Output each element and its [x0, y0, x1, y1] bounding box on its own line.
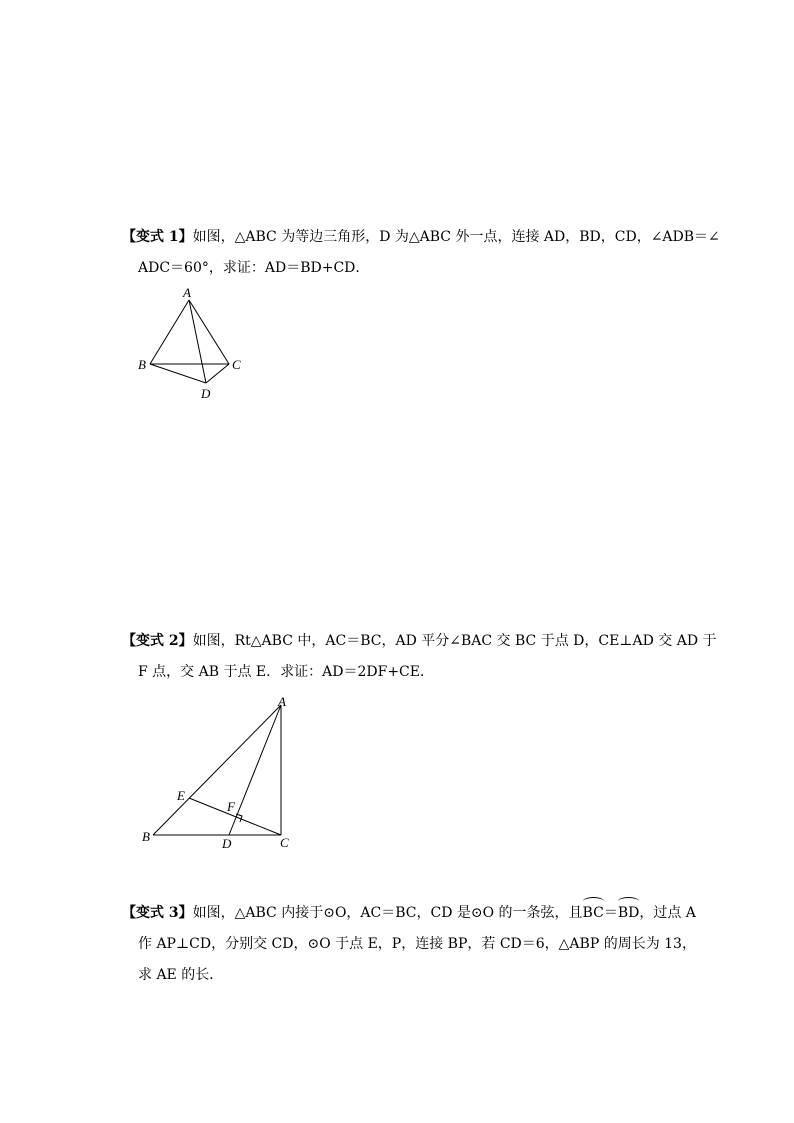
segment-ad — [189, 300, 206, 383]
problem-2 — [122, 626, 717, 688]
problem-3-text-1b: ，过点 A — [639, 905, 696, 921]
label-c: C — [232, 357, 241, 372]
problem-3-tag: 【变式 3】 — [122, 905, 193, 921]
problem-3-line-3: 求 AE 的长． — [138, 967, 224, 983]
label-f: F — [227, 799, 235, 814]
segment-bd — [150, 364, 206, 383]
segment-ab — [150, 300, 189, 364]
label-a: A — [278, 694, 286, 709]
segment-ac — [189, 300, 229, 364]
label-b: B — [138, 357, 146, 372]
label-c: C — [280, 835, 289, 850]
problem-3 — [122, 896, 696, 991]
figure-1 — [130, 285, 260, 405]
segment-ce — [189, 798, 281, 835]
problem-3-line-2: 作 AP⊥CD，分别交 CD，⊙O 于点 E，P，连接 BP，若 CD＝6，△ABP 的周长为 13， — [138, 936, 696, 952]
problem-2-line-2: F 点，交 AB 于点 E．求证：AD＝2DF+CE． — [138, 664, 434, 680]
problem-1-text-1: 如图，△ABC 为等边三角形，D 为△ABC 外一点，连接 AD，BD，CD，∠ADB＝∠ — [192, 229, 720, 245]
problem-1-line-2: ADC＝60°，求证：AD＝BD+CD． — [138, 260, 370, 276]
problem-2-text-1: 如图，Rt△ABC 中，AC＝BC，AD 平分∠BAC 交 BC 于点 D，CE⊥AD 交 AD 于 — [192, 633, 717, 649]
problem-1 — [122, 222, 720, 284]
label-a: A — [183, 285, 191, 300]
label-d: D — [201, 386, 211, 401]
segment-cd — [206, 364, 229, 383]
arc-bd: BD — [618, 896, 640, 929]
figure-2 — [130, 692, 310, 862]
label-b: B — [142, 829, 150, 844]
label-e: E — [177, 788, 185, 803]
segment-ad — [229, 705, 281, 835]
problem-3-text-1a: 如图，△ABC 内接于⊙O，AC＝BC，CD 是⊙O 的一条弦，且 — [192, 905, 583, 921]
problem-1-line-1 — [122, 222, 720, 253]
segment-ab — [153, 705, 281, 835]
problem-3-line-1 — [122, 896, 696, 929]
problem-1-tag: 【变式 1】 — [122, 229, 193, 245]
problem-2-tag: 【变式 2】 — [122, 633, 193, 649]
arc-bc: BC — [583, 896, 604, 929]
label-d: D — [222, 836, 232, 851]
problem-3-eq: ＝ — [603, 905, 618, 921]
problem-2-line-1 — [122, 626, 717, 657]
